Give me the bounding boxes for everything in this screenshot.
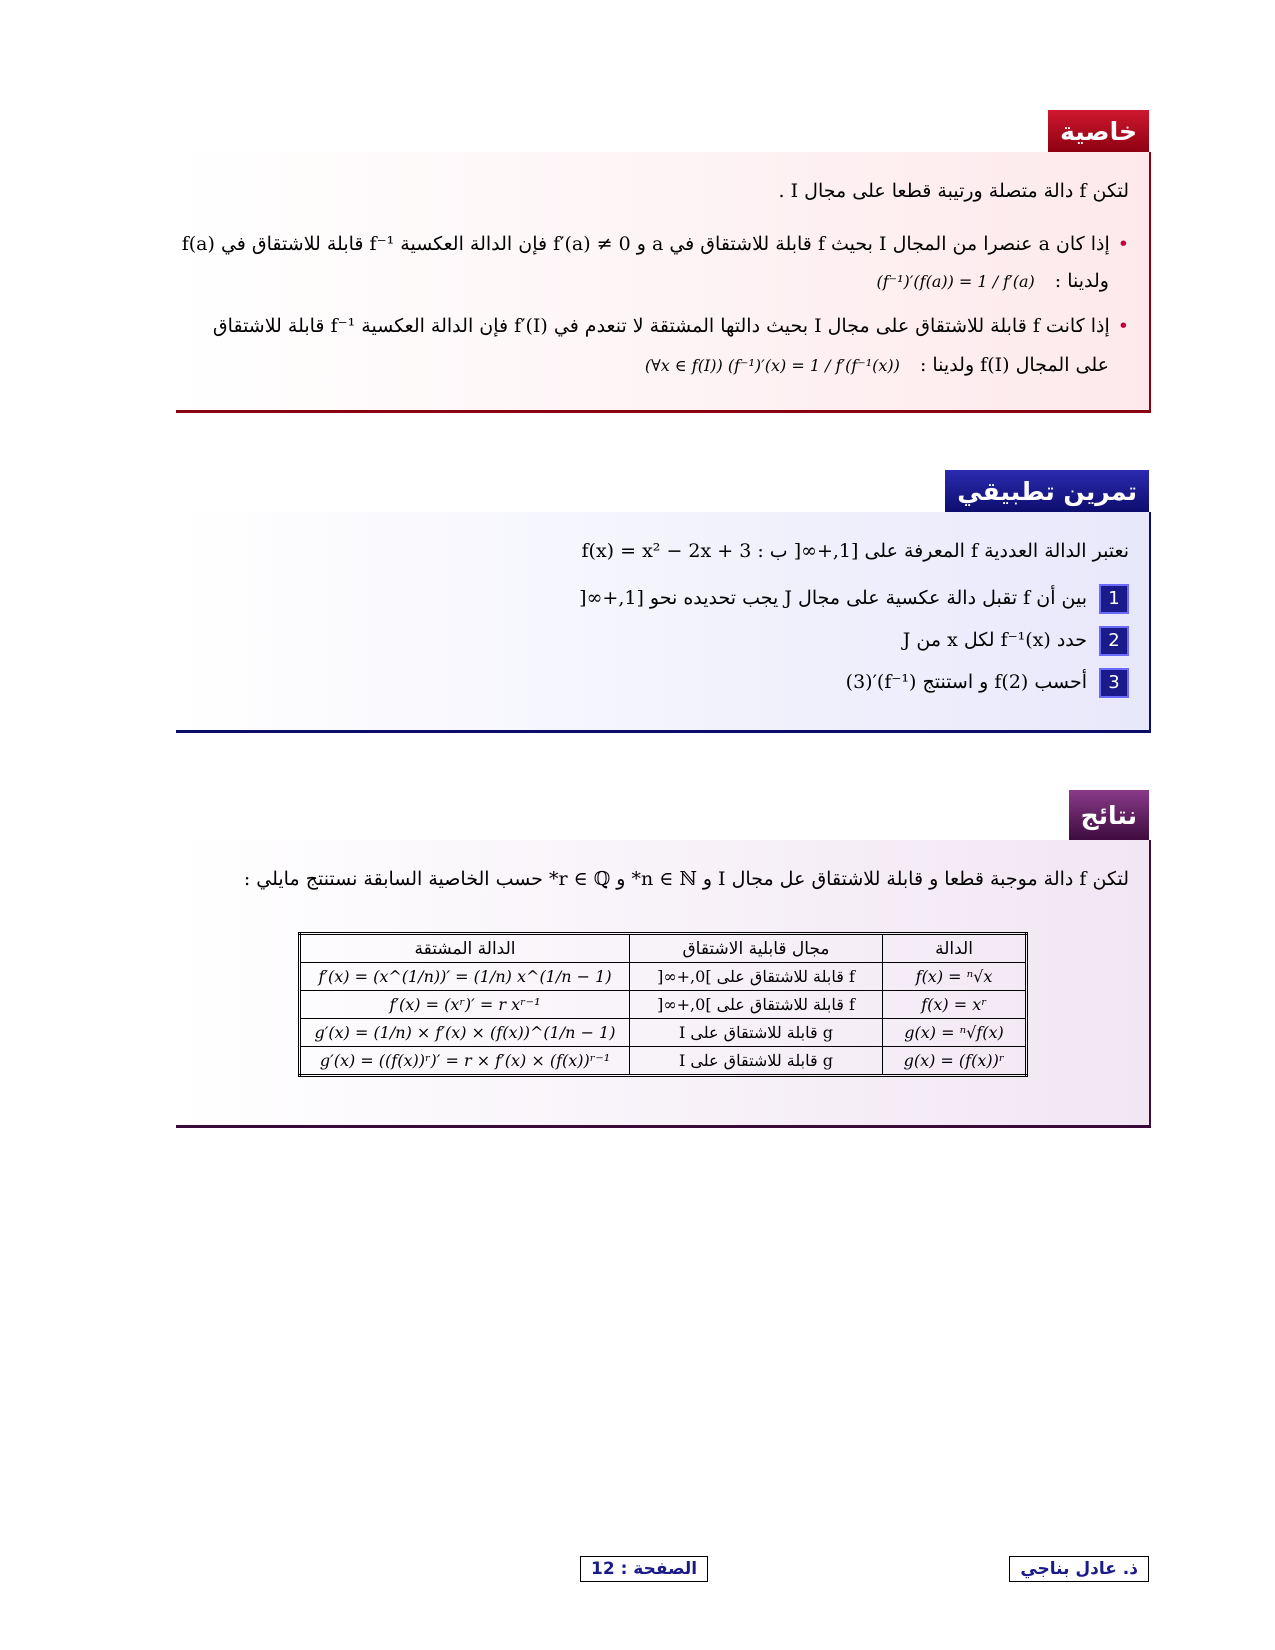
item-text: بين أن f تقبل دالة عكسية على مجال J يجب تحديده نحو [1,+∞[ [579,587,1087,609]
bullet-2-label: على المجال f(I) ولدينا : [919,354,1109,376]
table-cell: g′(x) = (1/n) × f′(x) × (f(x))^(1/n − 1) [300,1019,630,1047]
bullet-icon: • [1117,315,1129,337]
table-row [300,963,1027,991]
column-header: الدالة المشتقة [300,934,630,963]
property-intro: لتكن f دالة متصلة ورتيبة قطعا على مجال I . [778,180,1129,202]
exercise-intro: نعتبر الدالة العددية f المعرفة على [1,+∞[ ب : f(x) = x² − 2x + 3 [581,540,1129,562]
table-cell: f(x) = ⁿ√x [883,963,1027,991]
exercise-item-2 [903,626,1129,656]
bullet-1-formula: (f⁻¹)′(f(a)) = 1 / f′(a) [876,272,1035,291]
footer-page-number: الصفحة : 12 [580,1556,708,1582]
exercise-item-3 [846,668,1129,698]
table-row [300,1019,1027,1047]
bullet-2-formula: (∀x ∈ f(I)) (f⁻¹)′(x) = 1 / f′(f⁻¹(x)) [644,356,900,375]
table-cell: g′(x) = ((f(x))ʳ)′ = r × f′(x) × (f(x))ʳ⁻¹ [300,1047,630,1076]
table-cell: f(x) = xʳ [883,991,1027,1019]
property-section [176,110,1149,415]
bullet-icon: • [1117,233,1129,255]
property-tag: خاصية [1048,110,1149,154]
property-bullet-2-formula-line [645,354,1109,376]
table-cell: g(x) = (f(x))ʳ [883,1047,1027,1076]
column-header: الدالة [883,934,1027,963]
exercise-tag: تمرين تطبيقي [945,470,1149,514]
table-cell: f′(x) = (xʳ)′ = r xʳ⁻¹ [300,991,630,1019]
item-number: 3 [1099,668,1129,698]
table-cell: f′(x) = (x^(1/n))′ = (1/n) x^(1/n − 1) [300,963,630,991]
item-number: 1 [1099,584,1129,614]
item-number: 2 [1099,626,1129,656]
item-text: أحسب f(2) و استنتج (f⁻¹)′(3) [845,671,1087,693]
table-cell: g قابلة للاشتقاق على I [630,1019,883,1047]
bullet-1-label: ولدينا : [1054,270,1109,292]
bullet-1-text: إذا كان a عنصرا من المجال I بحيث f قابلة للاشتقاق في a و f′(a) ≠ 0 فإن الدالة العكسية f⁻¹ قابلة للاشتقاق في f(a) [181,233,1110,255]
table-cell: f قابلة للاشتقاق على ]0,+∞[ [630,963,883,991]
table-row [300,991,1027,1019]
item-text: حدد f⁻¹(x) لكل x من J [902,629,1087,651]
results-tag: نتائج [1069,790,1149,842]
results-intro: لتكن f دالة موجبة قطعا و قابلة للاشتقاق عل مجال I و n ∈ ℕ* و r ∈ ℚ* حسب الخاصية السابقة نستنتج مايلي : [243,868,1129,890]
property-bullet-2 [213,315,1129,337]
bullet-2-text: إذا كانت f قابلة للاشتقاق على مجال I بحيث دالتها المشتقة لا تنعدم في f′(I) فإن الدالة العكسية f⁻¹ قابلة للاشتقاق [212,315,1110,337]
footer-author: ذ. عادل بناجي [1009,1556,1149,1582]
column-header: مجال قابلية الاشتقاق [630,934,883,963]
table-cell: f قابلة للاشتقاق على ]0,+∞[ [630,991,883,1019]
table-header-row [300,934,1027,963]
property-bullet-1-formula-line [877,270,1109,292]
exercise-item-1 [579,584,1129,614]
property-bullet-1 [182,233,1129,255]
table-row [300,1047,1027,1076]
results-table [298,932,1028,1077]
table-cell: g(x) = ⁿ√f(x) [883,1019,1027,1047]
exercise-section [176,470,1149,735]
table-cell: g قابلة للاشتقاق على I [630,1047,883,1076]
